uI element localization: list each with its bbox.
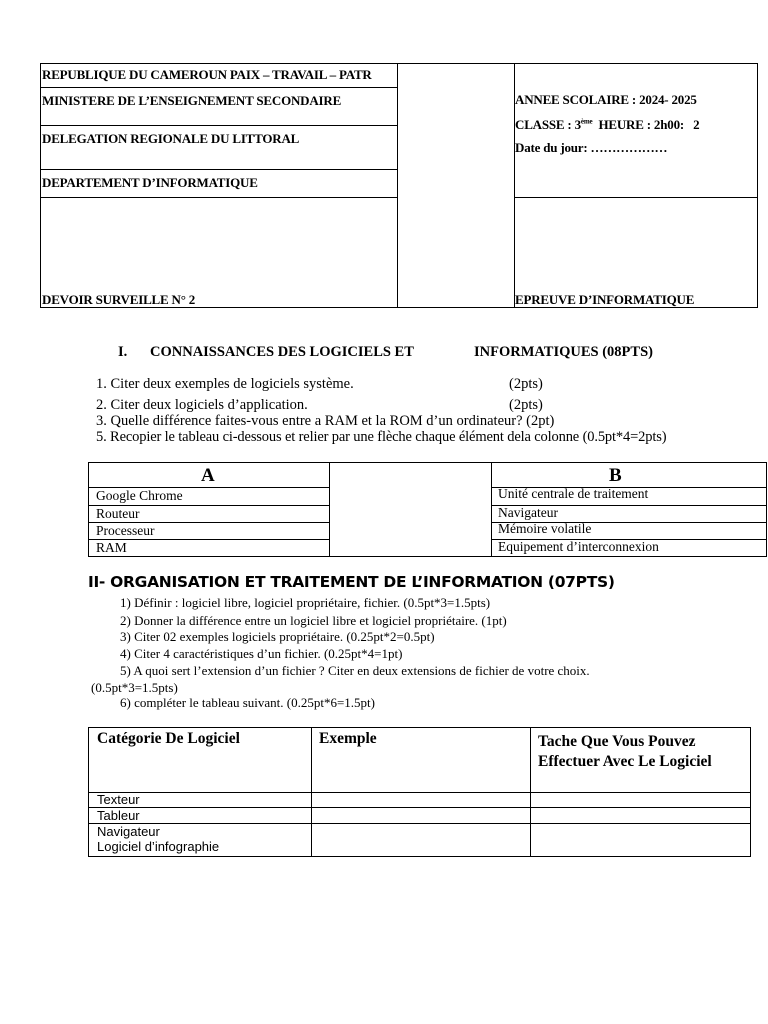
section-2-item: 3) Citer 02 exemples logiciels propriétaire. (0.25pt*2=0.5pt) [120,629,435,644]
classe-superscript: ème [580,117,593,126]
section-2-item: 2) Donner la différence entre un logiciel libre et logiciel propriétaire. (1pt) [120,613,507,628]
section-2-item: 4) Citer 4 caractéristiques d’un fichier. (0.25pt*4=1pt) [120,646,403,661]
section-2-item: (0.5pt*3=1.5pts) [91,680,178,695]
header-republique: REPUBLIQUE DU CAMEROUN PAIX – TRAVAIL – PATR [42,67,372,82]
question-3: 3. Quelle différence faites-vous entre a RAM et la ROM d’un ordinateur? (2pt) [96,413,555,429]
col-a-item: Routeur [96,506,140,521]
software-table-row: Logiciel d’infographie [97,839,220,854]
col-a-item: Processeur [96,523,155,538]
header-classe [515,117,699,133]
section-1-title-a: CONNAISSANCES DES LOGICIELS ET [150,344,414,360]
header-epreuve: EPREUVE D’INFORMATIQUE [515,292,695,307]
classe-suffix: HEURE : 2h00: 2 [592,117,700,132]
header-date-du-jour: Date du jour: ……………… [515,140,668,155]
section-2-item: 6) compléter le tableau suivant. (0.25pt*6=1.5pt) [120,695,375,710]
question-1: 1. Citer deux exemples de logiciels système. [96,376,354,392]
software-table [88,727,751,857]
col-b-item: Mémoire volatile [498,521,592,536]
section-2-title: II- ORGANISATION ET TRAITEMENT DE L’INFORMATION (07PTS) [88,573,615,591]
header-departement: DEPARTEMENT D’INFORMATIQUE [42,175,258,190]
question-5: 5. Recopier le tableau ci-dessous et relier par une flèche chaque élément dela colonne (0.5pt*4=2pts) [96,429,667,445]
software-table-head-example: Exemple [319,730,377,747]
match-table-head-a: A [201,465,215,486]
software-table-row: Texteur [97,792,140,807]
classe-prefix: CLASSE : 3 [515,117,581,132]
match-table [88,462,767,557]
section-1-title-b: INFORMATIQUES (08PTS) [474,344,653,360]
header-ministere: MINISTERE DE L’ENSEIGNEMENT SECONDAIRE [42,93,342,108]
software-table-row: Tableur [97,808,140,823]
software-table-row: Navigateur [97,824,160,839]
section-2-item: 1) Définir : logiciel libre, logiciel propriétaire, fichier. (0.5pt*3=1.5pts) [120,595,491,610]
software-table-head-category: Catégorie De Logiciel [97,730,240,747]
col-a-item: RAM [96,540,127,555]
col-b-item: Unité centrale de traitement [498,486,649,501]
col-a-item: Google Chrome [96,488,183,503]
header-devoir: DEVOIR SURVEILLE N° 2 [42,292,196,307]
col-b-item: Equipement d’interconnexion [498,539,659,554]
header-delegation: DELEGATION REGIONALE DU LITTORAL [42,131,300,146]
match-table-head-b: B [609,465,622,486]
software-table-head-task: Tache Que Vous Pouvez Effectuer Avec Le Logiciel [538,733,712,770]
col-b-item: Navigateur [498,505,558,520]
section-1-number: I. [118,344,128,360]
question-2: 2. Citer deux logiciels d’application. [96,397,308,413]
header-annee-scolaire: ANNEE SCOLAIRE : 2024- 2025 [515,92,697,107]
section-2-item: 5) A quoi sert l’extension d’un fichier ? Citer en deux extensions de fichier de votre choix. [120,663,590,678]
question-1-points: (2pts) [509,376,543,392]
question-2-points: (2pts) [509,397,543,413]
